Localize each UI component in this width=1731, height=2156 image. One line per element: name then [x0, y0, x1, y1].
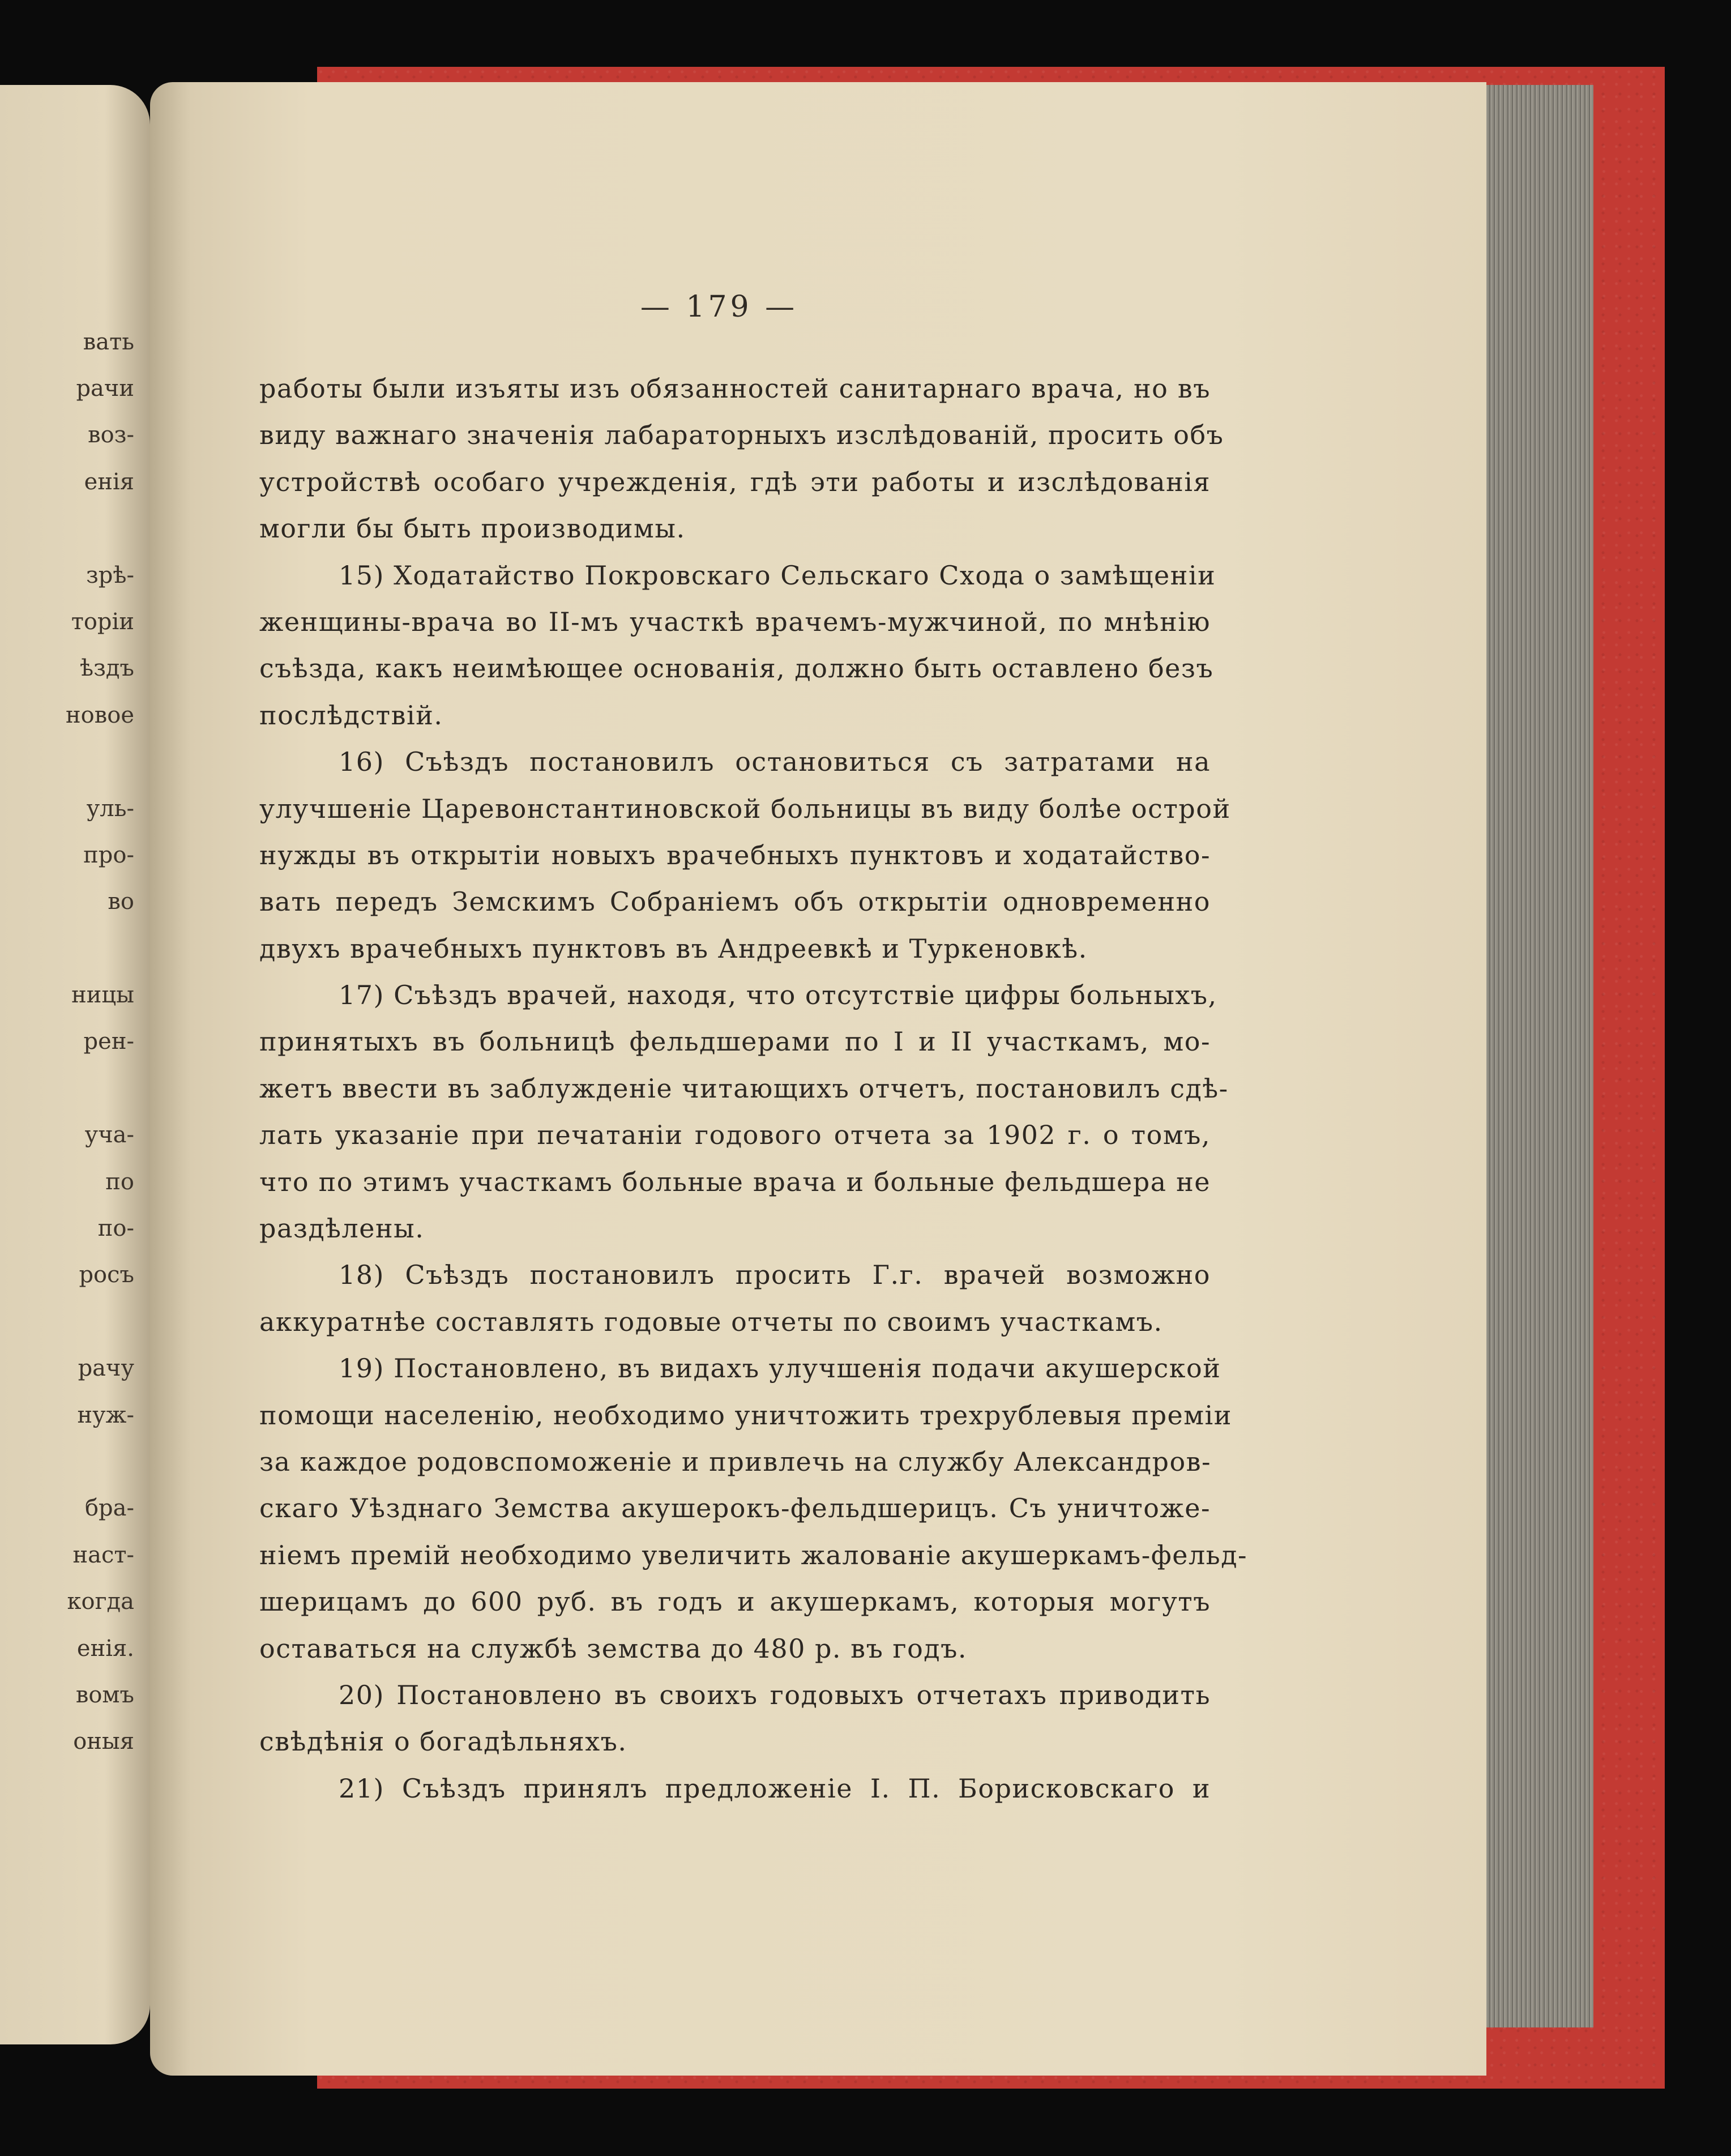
left-page-fragment: уль-	[86, 795, 134, 822]
text-line: помощи населенію, необходимо уничтожить трехрублевыя преміи	[259, 1399, 1232, 1431]
text-line: аккуратнѣе составлять годовые отчеты по своимъ участкамъ.	[259, 1306, 1163, 1337]
text-line: 16) Съѣздъ постановилъ остановиться съ затратами на	[339, 746, 1211, 778]
text-line: 19) Постановлено, въ видахъ улучшенія подачи акушерской	[339, 1353, 1221, 1384]
text-line: двухъ врачебныхъ пунктовъ въ Андреевкѣ и Туркеновкѣ.	[259, 933, 1088, 964]
left-page-fragment: уча-	[84, 1122, 134, 1149]
page-number: — 179 —	[640, 290, 798, 324]
text-line: нужды въ открытіи новыхъ врачебныхъ пунктовъ и ходатайство-	[259, 839, 1211, 870]
text-line: 15) Ходатайство Покровскаго Сельскаго Схода о замѣщеніи	[339, 560, 1216, 591]
left-page-fragment	[4, 738, 134, 785]
left-page-fragment: рачи	[76, 375, 134, 402]
left-page-fragment: ѣздъ	[79, 655, 134, 682]
text-line: за каждое родовспоможеніе и привлечь на службу Александров-	[259, 1446, 1212, 1477]
left-page-fragment	[4, 1299, 134, 1345]
left-page-fragment: по-	[97, 1215, 134, 1242]
left-page-fragment: зрѣ-	[86, 562, 134, 588]
text-line: устройствѣ особаго учрежденія, гдѣ эти работы и изслѣдованія	[259, 466, 1211, 497]
page-body-text	[259, 365, 1248, 1812]
left-page-fragment: про-	[83, 842, 134, 868]
left-page-fragment: росъ	[79, 1262, 134, 1288]
left-page-fragment: оныя	[73, 1728, 134, 1755]
text-line: съѣзда, какъ неимѣющее основанія, должно быть оставлено безъ	[259, 653, 1214, 684]
text-line: лать указаніе при печатаніи годового отчета за 1902 г. о томъ,	[259, 1120, 1211, 1151]
text-line: 17) Съѣздъ врачей, находя, что отсутствіе цифры больныхъ,	[339, 980, 1217, 1011]
text-line: что по этимъ участкамъ больные врача и больные фельдшера не	[259, 1166, 1211, 1197]
left-page-fragment	[4, 925, 134, 972]
page-edges	[1481, 85, 1593, 2027]
left-page-fragment: торіи	[71, 608, 134, 635]
left-page-fragment: новое	[65, 702, 134, 728]
left-page-fragment: воз-	[88, 422, 134, 449]
text-line: улучшеніе Царевонстантиновской больницы въ виду болѣе острой	[259, 793, 1231, 824]
left-page	[0, 85, 150, 2044]
left-page-fragment	[4, 505, 134, 552]
text-line: принятыхъ въ больницѣ фельдшерами по I и II участкамъ, мо-	[259, 1026, 1211, 1057]
left-page-fragment: нуж-	[77, 1402, 134, 1428]
left-page-fragment: вомъ	[75, 1681, 134, 1708]
text-line: 20) Постановлено въ своихъ годовыхъ отчетахъ приводить	[339, 1679, 1211, 1710]
text-line: 18) Съѣздъ постановилъ просить Г.г. врачей возможно	[339, 1260, 1211, 1291]
text-line: раздѣлены.	[259, 1213, 425, 1244]
left-page-fragment: рачу	[78, 1355, 134, 1382]
left-page-fragment: во	[108, 889, 134, 915]
text-line: свѣдѣнія о богадѣльняхъ.	[259, 1726, 627, 1757]
text-line: шерицамъ до 600 руб. въ годъ и акушеркамъ, которыя могутъ	[259, 1586, 1211, 1617]
left-page-fragment: вать	[83, 328, 134, 355]
left-page-fragment: по	[105, 1168, 134, 1195]
left-page-fragment	[4, 1065, 134, 1112]
text-line: работы были изъяты изъ обязанностей санитарнаго врача, но въ	[259, 373, 1211, 404]
left-page-fragment: енія	[84, 468, 134, 495]
text-line: ніемъ премій необходимо увеличить жалованіе акушеркамъ-фельд-	[259, 1539, 1248, 1570]
text-line: виду важнаго значенія лабараторныхъ изслѣдованій, просить объ	[259, 420, 1224, 451]
left-page-fragment: бра-	[84, 1495, 134, 1522]
text-line: 21) Съѣздъ принялъ предложеніе І. П. Борисковскаго и	[339, 1773, 1211, 1804]
text-line: скаго Уѣзднаго Земства акушерокъ-фельдшерицъ. Съ уничтоже-	[259, 1493, 1211, 1524]
text-line: женщины-врача во II-мъ участкѣ врачемъ-мужчиной, по мнѣнію	[259, 606, 1211, 637]
left-page-fragment: ницы	[71, 982, 134, 1009]
left-page-fragment: когда	[67, 1589, 134, 1615]
left-page-fragment	[4, 1438, 134, 1485]
text-line: оставаться на службѣ земства до 480 р. въ годъ.	[259, 1633, 967, 1664]
left-page-text	[4, 319, 134, 1765]
text-line: могли бы быть производимы.	[259, 513, 686, 544]
text-line: жетъ ввести въ заблужденіе читающихъ отчетъ, постановилъ сдѣ-	[259, 1073, 1229, 1104]
text-line: послѣдствій.	[259, 699, 443, 731]
text-line: вать передъ Земскимъ Собраніемъ объ открытіи одновременно	[259, 886, 1211, 917]
left-page-fragment: наст-	[72, 1542, 134, 1568]
left-page-fragment: енія.	[76, 1635, 134, 1662]
left-page-fragment: рен-	[83, 1028, 134, 1055]
